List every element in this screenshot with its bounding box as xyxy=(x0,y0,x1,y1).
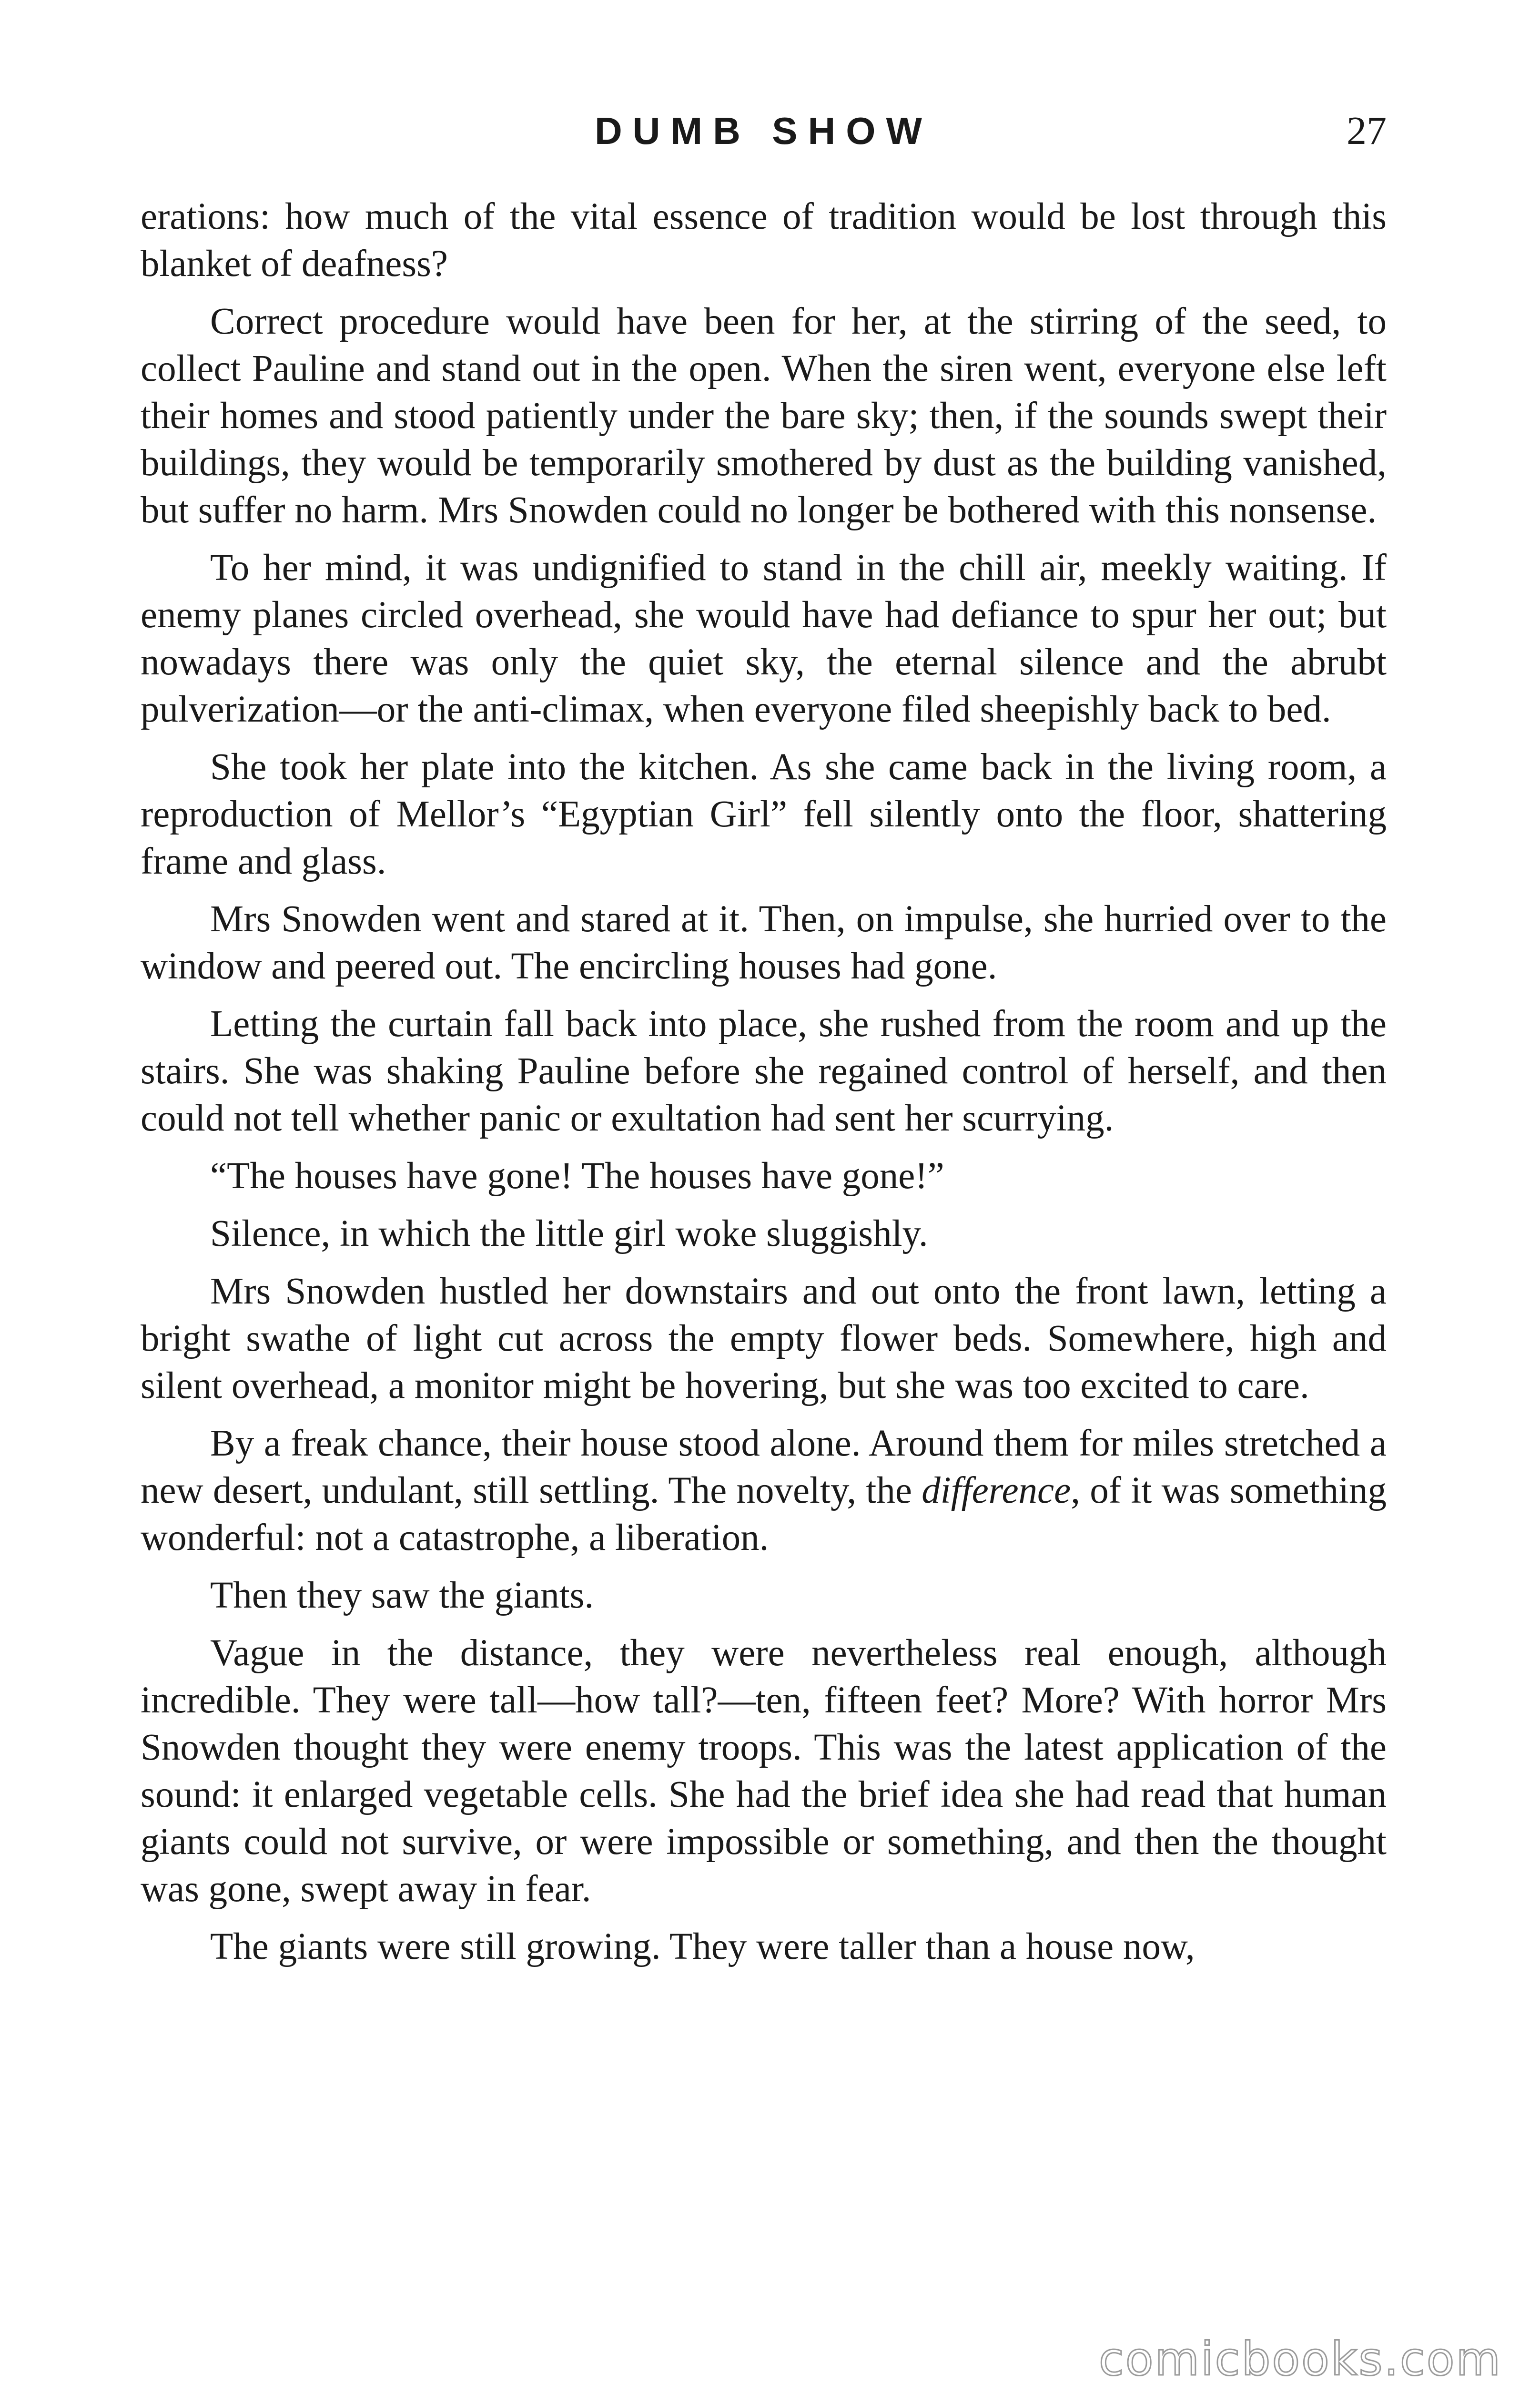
paragraph-7: “The houses have gone! The houses have gone!” xyxy=(210,1155,944,1197)
paragraph-12: Vague in the distance, they were nevertheless real enough, although incredible. They were tall—how tall?—ten, fifteen feet? More? With horror Mrs Snowden thought they were enemy troops. This was the latest application of the sound: it enlarged vegetable cells. She had the brief idea she had read that human giants could not survive, or were impossible or something, and then the thought was gone, swept away in fear. xyxy=(141,1632,1387,1910)
paragraph-1: erations: how much of the vital essence of tradition would be lost through this blanket of deafness? xyxy=(141,196,1387,285)
body-text xyxy=(141,193,1387,1981)
paragraph-3: To her mind, it was undignified to stand in the chill air, meekly waiting. If enemy planes circled overhead, she would have had defiance to spur her out; but nowadays there was only the quiet sky, the eternal silence and the abrubt pulverization—or the anti-climax, when everyone filed sheepishly back to bed. xyxy=(141,547,1387,730)
emphasis-difference: difference xyxy=(922,1470,1071,1511)
paragraph-10 xyxy=(141,1420,1387,1561)
paragraph-8: Silence, in which the little girl woke sluggishly. xyxy=(210,1213,928,1254)
page-number: 27 xyxy=(1347,109,1387,153)
paragraph-2: Correct procedure would have been for her, at the stirring of the seed, to collect Pauline and stand out in the open. When the siren went, everyone else left their homes and stood patiently under the bare sky; then, if the sounds swept their buildings, they would be temporarily smothered by dust as the building vanished, but suffer no harm. Mrs Snowden could no longer be bothered with this nonsense. xyxy=(141,301,1387,531)
paragraph-10-after: , of it was something wonderful: not a catastrophe, a liberation. xyxy=(141,1470,1387,1558)
paragraph-5: Mrs Snowden went and stared at it. Then, on impulse, she hurried over to the window and peered out. The encircling houses had gone. xyxy=(141,898,1387,987)
paragraph-6: Letting the curtain fall back into place, she rushed from the room and up the stairs. She was shaking Pauline before she regained control of herself, and then could not tell whether panic or exultation had sent her scurrying. xyxy=(141,1003,1387,1139)
paragraph-9: Mrs Snowden hustled her downstairs and out onto the front lawn, letting a bright swathe of light cut across the empty flower beds. Somewhere, high and silent overhead, a monitor might be hovering, but she was too excited to care. xyxy=(141,1271,1387,1406)
page-header xyxy=(141,102,1387,160)
paragraph-13: The giants were still growing. They were taller than a house now, xyxy=(210,1926,1195,1967)
paragraph-10-before: By a freak chance, their house stood alone. Around them for miles stretched a new desert, undulant, still settling. The novelty, the xyxy=(141,1423,1387,1511)
running-title: DUMB SHOW xyxy=(594,110,933,152)
paragraph-4: She took her plate into the kitchen. As she came back in the living room, a reproduction of Mellor’s “Egyptian Girl” fell silently onto the floor, shattering frame and glass. xyxy=(141,746,1387,882)
site-watermark: comicbooks.com xyxy=(1098,2332,1502,2383)
paragraph-11: Then they saw the giants. xyxy=(210,1575,594,1616)
